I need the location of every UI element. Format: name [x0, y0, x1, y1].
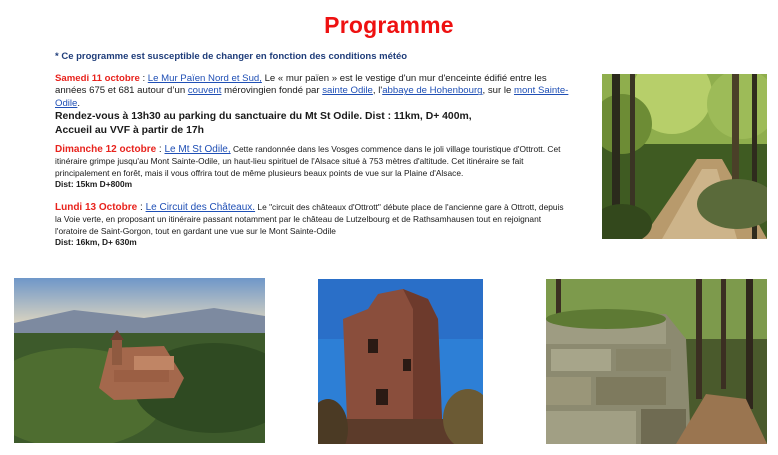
- day-text: , l': [372, 85, 383, 97]
- day-monday: [55, 202, 570, 249]
- weather-note: * Ce programme est susceptible de changer en fonction des conditions météo: [55, 51, 408, 62]
- hike-link-mt-st-odile[interactable]: Le Mt St Odile,: [164, 144, 231, 155]
- day-date: Lundi 13 Octobre: [55, 202, 138, 213]
- day-sep: :: [137, 202, 146, 213]
- day-dist: Dist: 16km, D+ 630m: [55, 237, 137, 248]
- welcome-info: Accueil au VVF à partir de 17h: [55, 124, 204, 136]
- day-text: mérovingien fondé par: [221, 85, 323, 97]
- forest-path-photo: [602, 74, 767, 239]
- day-text: Cette randonnée dans les Vosges commence dans le joli village touristique d'Ottrott. Cet itinéraire grimpe jusqu'au Mont Sainte-Odile, un haut-lieu spirituel de l'Alsace situé à 753 mètres d'altitude. Cet itinéraire se fait principalement en forêt, mais il vous offrira tout de même plusieurs beaux points de vue sur la Plaine d'Alsace.: [55, 144, 561, 178]
- day-dist: Dist: 15km D+800m: [55, 179, 133, 190]
- page-title: Programme: [324, 12, 454, 38]
- day-text: Le "circuit des châteaux d'Ottrott" débute place de l'ancienne gare à Ottrott, depuis la Voie verte, en proposant un itinéraire passant notamment par le château de Lutzelbourg et de Rathsamhausen tout en rejoignant l'oratoire de Saint-Gorgon, tout en gardant une vue sur le Mont Sainte-Odile: [55, 202, 564, 236]
- day-sunday: [55, 144, 570, 191]
- link-abbaye[interactable]: abbaye de Hohenbourg: [382, 85, 483, 97]
- link-mont-sainte-odile[interactable]: mont Sainte-Odile: [55, 85, 569, 109]
- day-text: Le « mur païen » est le vestige d'un mur d'enceinte édifié entre les années 675 et 681 autour d’un: [55, 73, 547, 97]
- meeting-info: Rendez-vous à 13h30 au parking du sanctuaire du Mt St Odile. Dist : 11km, D+ 400m,: [55, 111, 472, 123]
- day-date: Dimanche 12 octobre: [55, 144, 157, 155]
- day-sep: :: [156, 144, 165, 155]
- link-sainte-odile[interactable]: sainte Odile: [322, 85, 373, 97]
- day-date: Samedi 11 octobre: [55, 73, 140, 84]
- day-text: , sur le: [482, 85, 514, 97]
- link-couvent[interactable]: couvent: [187, 85, 222, 97]
- hike-link-mur-paien[interactable]: Le Mur Païen Nord et Sud,: [147, 73, 262, 84]
- aerial-monastery-photo: [14, 278, 265, 443]
- day-text: .: [77, 97, 81, 109]
- day-saturday: [55, 73, 570, 137]
- hike-link-circuit-chateaux[interactable]: Le Circuit des Châteaux.: [145, 202, 256, 213]
- castle-ruin-photo: [318, 279, 483, 444]
- day-sep: :: [139, 73, 148, 84]
- pagan-wall-rocks-photo: [546, 279, 767, 444]
